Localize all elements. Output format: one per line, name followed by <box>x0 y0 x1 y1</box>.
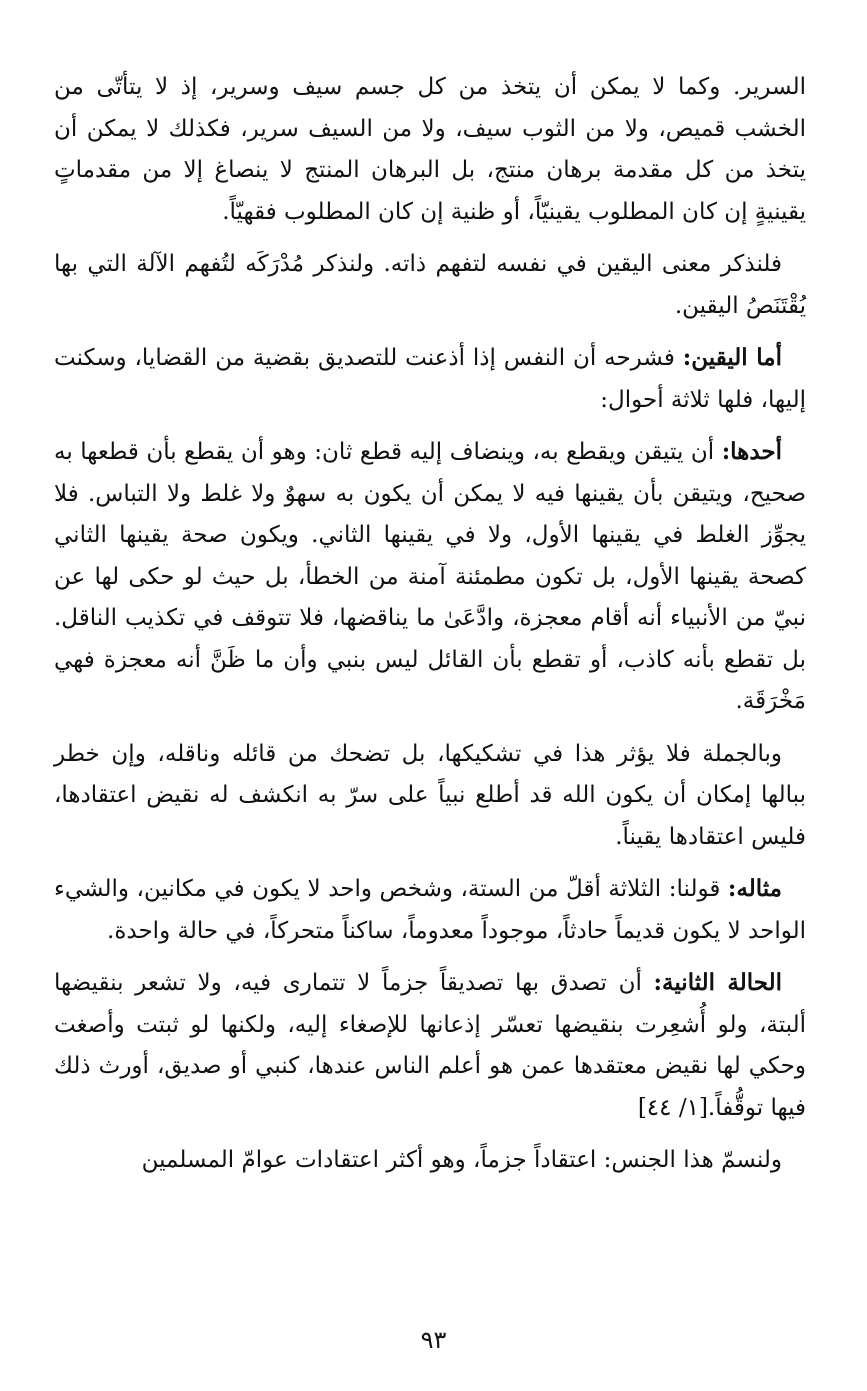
paragraph-text: وبالجملة فلا يؤثر هذا في تشكيكها، بل تضحك من قائله وناقله، وإن خطر ببالها إمكان أن يكون الله قد أطلع نبياً على سرّ به انكشف له نقيض اعتقادها، فليس اعتقادها يقيناً. <box>54 740 806 850</box>
paragraph-2 <box>54 243 806 327</box>
paragraph-text: أن تصدق بها تصديقاً جزماً لا تتمارى فيه، ولا تشعر بنقيضها ألبتة، ولو أُشعِرت بنقيضها تعسّر إذعانها للإصغاء إليه، ولكنها لو ثبتت وأصغت وحكي لها نقيض معتقدها عمن هو أعلم الناس عندها، كنبي أو صديق، أورث ذلك فيها توقُّفاً.[١/ ٤٤] <box>54 970 806 1121</box>
paragraph-lead: أما اليقين: <box>682 344 782 371</box>
paragraph-text: أن يتيقن ويقطع به، وينضاف إليه قطع ثان: وهو أن يقطع بأن قطعها به صحيح، ويتيقن بأن يقينها فيه لا يمكن أن يكون به سهوٌ ولا غلط ولا التباس. فلا يجوِّز الغلط في يقينها الأول، ولا في يقينها الثاني. ويكون صحة يقينها الثاني كصحة يقينها الأول، بل تكون مطمئنة آمنة من الخطأ، بل حيث لو حكى لها عن نبيّ من الأنبياء أنه أقام معجزة، وادَّعَىٰ ما يناقضها، فلا تتوقف في تكذيب الناقل. بل تقطع بأنه كاذب، أو تقطع بأن القائل ليس بنبي وأن ما ظَنَّ أنه معجزة فهي مَخْرَقَة. <box>54 439 806 714</box>
paragraph-5 <box>54 733 806 859</box>
paragraph-text: السرير. وكما لا يمكن أن يتخذ من كل جسم سيف وسرير، إذ لا يتأتّى من الخشب قميص، ولا من الثوب سيف، ولا من السيف سرير، فكذلك لا يمكن أن يتخذ من كل مقدمة برهان منتج، بل البرهان المنتج لا ينصاغ إلا من مقدماتٍ يقينيةٍ إن كان المطلوب يقينيّاً، أو ظنية إن كان المطلوب فقهيّاً. <box>54 74 806 225</box>
paragraph-lead: الحالة الثانية: <box>653 969 783 996</box>
paragraph-1 <box>54 66 806 233</box>
paragraph-text: قولنا: الثلاثة أقلّ من الستة، وشخص واحد لا يكون في مكانين، والشيء الواحد لا يكون قديماً حادثاً، موجوداً معدوماً، ساكناً متحركاً، في حالة واحدة. <box>54 876 806 944</box>
page-number: ٩٣ <box>420 1326 447 1354</box>
paragraph-text: فلنذكر معنى اليقين في نفسه لتفهم ذاته. ولنذكر مُدْرَكَه لتُفهم الآلة التي بها يُقْتَنَصُ اليقين. <box>54 251 806 319</box>
paragraph-3 <box>54 337 806 421</box>
paragraph-lead: أحدها: <box>721 438 782 465</box>
paragraph-4 <box>54 431 806 723</box>
paragraph-text: فشرحه أن النفس إذا أذعنت للتصديق بقضية من القضايا، وسكنت إليها، فلها ثلاثة أحوال: <box>54 345 806 413</box>
paragraph-lead: مثاله: <box>727 875 782 902</box>
paragraph-text: ولنسمّ هذا الجنس: اعتقاداً جزماً، وهو أكثر اعتقادات عوامّ المسلمين <box>141 1147 782 1173</box>
page-body <box>54 66 806 1192</box>
paragraph-8 <box>54 1139 806 1182</box>
paragraph-6 <box>54 868 806 952</box>
paragraph-7 <box>54 962 806 1129</box>
